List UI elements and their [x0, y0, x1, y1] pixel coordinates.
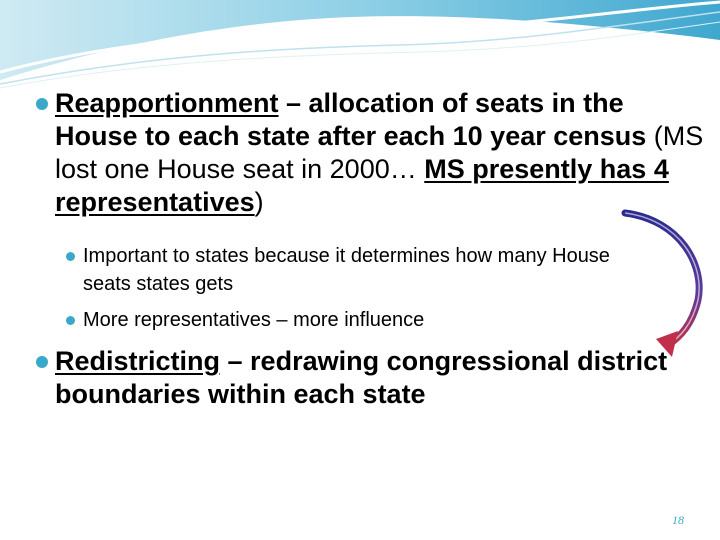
bullet-icon: [36, 98, 48, 110]
term-redistricting: Redistricting: [55, 346, 221, 376]
ms-representatives-note: MS presently has 4 representatives: [55, 154, 669, 217]
curved-arrow-icon: [620, 205, 710, 365]
page-number: 18: [672, 513, 684, 527]
sub-bullet-icon: [66, 252, 75, 261]
sub-bullet-importance: Important to states because it determines how many House seats states gets: [83, 245, 610, 295]
bullet-icon: [36, 356, 48, 368]
sub-bullet-icon: [66, 316, 75, 325]
reapportionment-definition: – allocation of seats in the House to each state after each 10 year census: [55, 88, 647, 151]
redistricting-definition: – redrawing congressional district boundaries within each state: [55, 346, 668, 409]
reapportionment-note: (MS lost one House seat in 2000…: [55, 121, 704, 184]
sub-bullet-influence: More representatives – more influence: [83, 309, 425, 331]
note-close: ): [254, 187, 264, 217]
bullet-reapportionment: [55, 87, 705, 219]
bullet-redistricting: [55, 345, 675, 411]
term-reapportionment: Reapportionment: [55, 88, 279, 118]
